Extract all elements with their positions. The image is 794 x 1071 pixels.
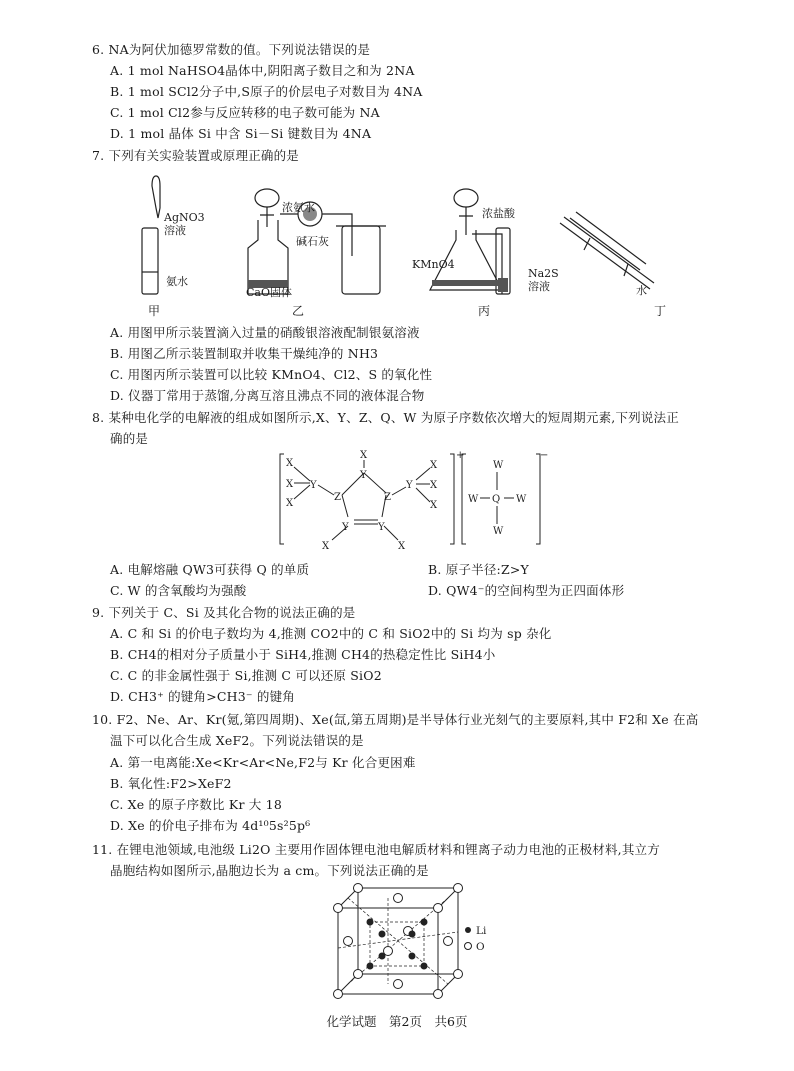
- legend-li-label: Li: [476, 925, 487, 937]
- label-cao-solid: CaO固体: [246, 286, 292, 299]
- q11-unit-cell-figure: [328, 882, 498, 998]
- q8-atom-x-7: X: [430, 500, 438, 511]
- q8-charge-plus: +: [456, 450, 465, 461]
- q8-option-b: B. 原子半径:Z>Y: [428, 562, 529, 577]
- q10-option-c: C. Xe 的原子序数比 Kr 大 18: [110, 797, 282, 812]
- q9-option-c: C. C 的非金属性强于 Si,推测 C 可以还原 SiO2: [110, 668, 382, 683]
- q8-atom-x-2: X: [286, 479, 294, 490]
- q8-atom-y-1: Y: [310, 480, 317, 491]
- q7-stem: 7. 下列有关实验装置或原理正确的是: [92, 148, 300, 163]
- q7-apparatus-figure: [120, 168, 680, 318]
- q8-atom-x-9: X: [398, 541, 406, 552]
- caption-bing: 丙: [478, 304, 491, 318]
- q8-atom-z-1: Z: [334, 492, 341, 503]
- label-agno3: AgNO3: [164, 211, 205, 224]
- q8-charge-minus: −: [540, 450, 549, 461]
- legend-li-marker: [465, 927, 471, 933]
- q7-option-c: C. 用图丙所示装置可以比较 KMnO4、Cl2、S 的氧化性: [110, 367, 433, 382]
- q8-stem-line1: 8. 某种电化学的电解液的组成如图所示,X、Y、Z、Q、W 为原子序数依次增大的短周期元素,下列说法正: [92, 410, 679, 425]
- q10-stem-line1: 10. F2、Ne、Ar、Kr(氪,第四周期)、Xe(氙,第五周期)是半导体行业光刻气的主要原料,其中 F2和 Xe 在高: [92, 712, 699, 727]
- q9-option-b: B. CH4的相对分子质量小于 SiH4,推测 CH4的热稳定性比 SiH4小: [110, 647, 496, 662]
- q9-option-a: A. C 和 Si 的价电子数均为 4,推测 CO2中的 C 和 SiO2中的 Si 均为 sp 杂化: [110, 626, 552, 641]
- label-solution-1: 溶液: [164, 224, 186, 237]
- q10-option-d: D. Xe 的价电子排布为 4d¹⁰5s²5p⁶: [110, 818, 311, 833]
- q11-stem-line1: 11. 在锂电池领域,电池级 Li2O 主要用作固体锂电池电解质材料和锂离子动力电池的正极材料,其立方: [92, 842, 660, 857]
- q8-option-c: C. W 的含氧酸均为强酸: [110, 583, 247, 598]
- q8-option-a: A. 电解熔融 QW3可获得 Q 的单质: [110, 562, 310, 577]
- q8-atom-w-4: W: [493, 526, 504, 537]
- q8-structure-figure: [276, 450, 549, 555]
- label-soda-lime: 碱石灰: [296, 235, 329, 248]
- legend-o-marker: [465, 943, 472, 950]
- caption-ding: 丁: [654, 304, 667, 318]
- q8-stem-line2: 确的是: [110, 431, 149, 446]
- label-kmno4: KMnO4: [412, 258, 455, 271]
- q6-stem: 6. NA为阿伏加德罗常数的值。下列说法错误的是: [92, 42, 371, 57]
- q6-option-c: C. 1 mol Cl2参与反应转移的电子数可能为 NA: [110, 105, 380, 120]
- label-water: 水: [636, 284, 647, 297]
- q8-option-d: D. QW4⁻的空间构型为正四面体形: [428, 583, 625, 598]
- q8-atom-x-4: X: [360, 450, 368, 461]
- q10-option-a: A. 第一电离能:Xe<Kr<Ar<Ne,F2与 Kr 化合更困难: [110, 755, 416, 770]
- q8-atom-w-3: W: [516, 494, 527, 505]
- label-ammonia-water: 氨水: [166, 275, 188, 288]
- q8-atom-y-5: Y: [378, 522, 385, 533]
- q8-atom-x-1: X: [286, 458, 294, 469]
- q6-option-b: B. 1 mol SCl2分子中,S原子的价层电子对数目为 4NA: [110, 84, 423, 99]
- q9-option-d: D. CH3⁺ 的键角>CH3⁻ 的键角: [110, 689, 295, 704]
- q8-atom-w-1: W: [493, 460, 504, 471]
- q7-option-d: D. 仪器丁常用于蒸馏,分离互溶且沸点不同的液体混合物: [110, 388, 425, 403]
- q8-atom-x-8: X: [322, 541, 330, 552]
- q8-atom-y-4: Y: [342, 522, 349, 533]
- legend-o-label: O: [476, 941, 485, 953]
- q9-stem: 9. 下列关于 C、Si 及其化合物的说法正确的是: [92, 605, 356, 620]
- caption-yi: 乙: [292, 304, 305, 318]
- q11-stem-line2: 晶胞结构如图所示,晶胞边长为 a cm。下列说法正确的是: [110, 863, 429, 878]
- q6-option-d: D. 1 mol 晶体 Si 中含 Si－Si 键数目为 4NA: [110, 126, 372, 141]
- q10-stem-line2: 温下可以化合生成 XeF2。下列说法错误的是: [110, 733, 364, 748]
- q8-atom-y-3: Y: [406, 480, 413, 491]
- q8-atom-z-2: Z: [384, 492, 391, 503]
- q7-option-b: B. 用图乙所示装置制取并收集干燥纯净的 NH3: [110, 346, 379, 361]
- page-footer: 化学试题 第2页 共6页: [326, 1014, 468, 1029]
- label-conc-ammonia: 浓氨水: [282, 201, 315, 214]
- caption-jia: 甲: [148, 304, 161, 318]
- q6-option-a: A. 1 mol NaHSO4晶体中,阴阳离子数目之和为 2NA: [110, 63, 415, 78]
- label-conc-hcl: 浓盐酸: [482, 207, 515, 220]
- q10-option-b: B. 氧化性:F2>XeF2: [110, 776, 232, 791]
- q7-option-a: A. 用图甲所示装置滴入过量的硝酸银溶液配制银氨溶液: [110, 325, 420, 340]
- q8-atom-x-5: X: [430, 460, 438, 471]
- q8-atom-w-2: W: [468, 494, 479, 505]
- q8-atom-x-3: X: [286, 498, 294, 509]
- label-solution-2: 溶液: [528, 280, 550, 293]
- q8-atom-y-2: Y: [360, 470, 367, 481]
- label-na2s: Na2S: [528, 267, 559, 280]
- q8-atom-q: Q: [492, 494, 501, 505]
- q8-atom-x-6: X: [430, 480, 438, 491]
